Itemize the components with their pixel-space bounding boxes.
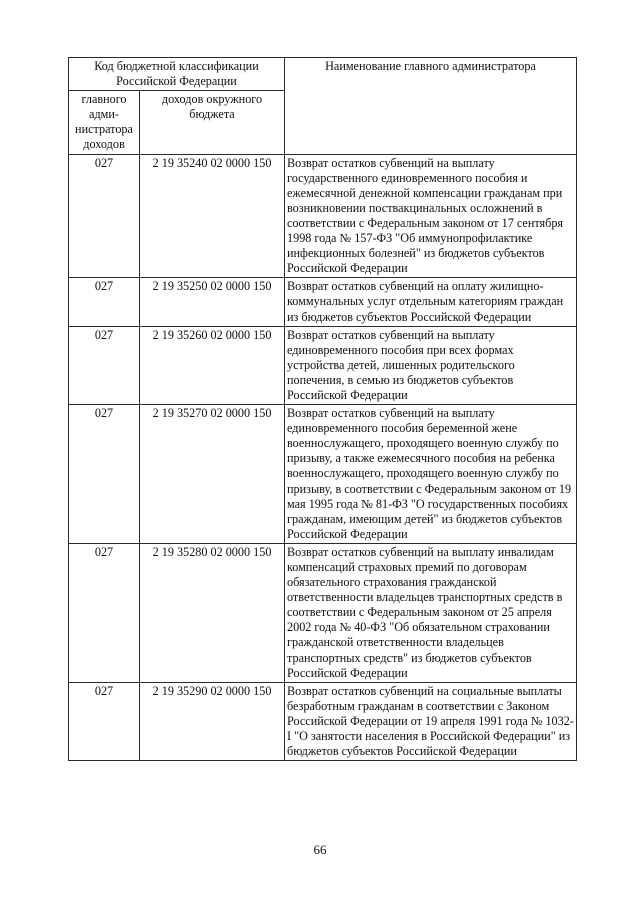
table-row [69,154,577,278]
budget-classification-table [68,57,577,761]
income-code-cell: 2 19 35280 02 0000 150 [140,543,285,682]
administrator-name-cell: Возврат остатков субвенций на оплату жилищно-коммунальных услуг отдельным категориям граждан из бюджетов субъектов Российской Федерации [285,278,577,326]
income-code-cell: 2 19 35260 02 0000 150 [140,326,285,404]
header-administrator-name: Наименование главного администратора [285,58,577,155]
admin-code-cell: 027 [69,405,140,544]
administrator-name-cell: Возврат остатков субвенций на выплату государственного единовременного пособия и ежемесячной денежной компенсации гражданам при возникновении поствакцинальных осложнений в соответствии с Федеральным законом от 17 сентября 1998 года № 157-ФЗ "Об иммунопрофилактике инфекционных болезней" из бюджетов субъектов Российской Федерации [285,154,577,278]
admin-code-cell: 027 [69,326,140,404]
administrator-name-cell: Возврат остатков субвенций на выплату единовременного пособия беременной жене военнослужащего, проходящего военную службу по призыву, а также ежемесячного пособия на ребенка военнослужащего, проходящего военную службу по призыву, в соответствии с Федеральным законом от 19 мая 1995 года № 81-ФЗ "О государственных пособиях гражданам, имеющим детей" из бюджетов субъектов Российской Федерации [285,405,577,544]
table-row [69,682,577,760]
table-header [69,58,577,155]
table-row [69,405,577,544]
admin-code-cell: 027 [69,154,140,278]
header-chief-administrator-code: главного адми-нистратора доходов [69,91,140,154]
administrator-name-cell: Возврат остатков субвенций на социальные выплаты безработным гражданам в соответствии с Законом Российской Федерации от 19 апреля 1991 года № 1032-I "О занятости населения в Российской Федерации" из бюджетов субъектов Российской Федерации [285,682,577,760]
table-row [69,278,577,326]
admin-code-cell: 027 [69,543,140,682]
table-body [69,154,577,761]
page-number: 66 [313,842,327,857]
admin-code-cell: 027 [69,278,140,326]
income-code-cell: 2 19 35290 02 0000 150 [140,682,285,760]
admin-code-cell: 027 [69,682,140,760]
income-code-cell: 2 19 35250 02 0000 150 [140,278,285,326]
header-budget-classification-code: Код бюджетной классификации Российской Федерации [69,58,285,91]
administrator-name-cell: Возврат остатков субвенций на выплату инвалидам компенсаций страховых премий по договорам обязательного страхования гражданской ответственности владельцев транспортных средств в соответствии с Федеральным законом от 25 апреля 2002 года № 40-ФЗ "Об обязательном страховании гражданской ответственности владельцев транспортных средств" из бюджетов субъектов Российской Федерации [285,543,577,682]
income-code-cell: 2 19 35240 02 0000 150 [140,154,285,278]
administrator-name-cell: Возврат остатков субвенций на выплату единовременного пособия при всех формах устройства детей, лишенных родительского попечения, в семью из бюджетов субъектов Российской Федерации [285,326,577,404]
table-row [69,326,577,404]
table-row [69,543,577,682]
header-district-budget-income-code: доходов окружного бюджета [140,91,285,154]
income-code-cell: 2 19 35270 02 0000 150 [140,405,285,544]
